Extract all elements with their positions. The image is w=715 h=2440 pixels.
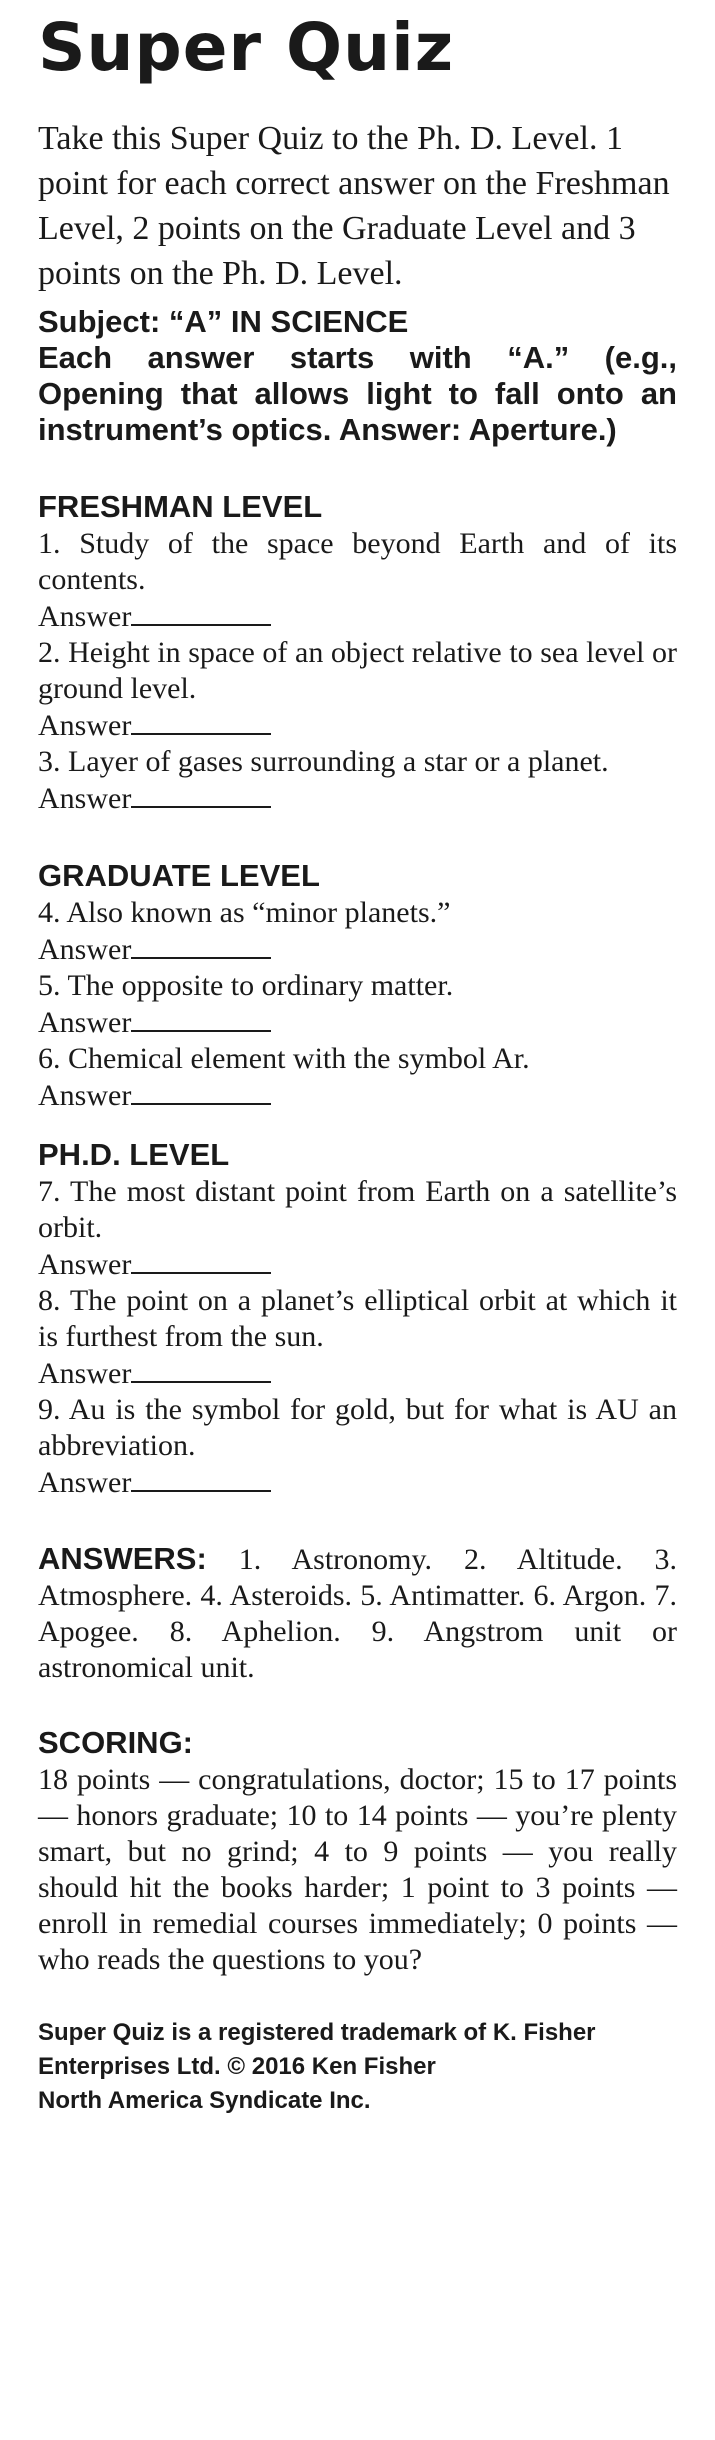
answer-blank[interactable] <box>131 598 271 626</box>
question-item <box>38 744 677 817</box>
syndicate-credit: North America Syndicate Inc. <box>38 2087 371 2114</box>
question-text: 1. Study of the space beyond Earth and of its contents. <box>38 527 677 596</box>
level-heading: PH.D. LEVEL <box>38 1137 230 1172</box>
quiz-subject: Subject: “A” IN SCIENCE <box>38 304 409 339</box>
scoring-heading: SCORING: <box>38 1725 193 1760</box>
answer-blank[interactable] <box>131 1355 271 1383</box>
question-item <box>38 1041 677 1114</box>
answer-blank[interactable] <box>131 1077 271 1105</box>
answer-line <box>38 780 677 817</box>
question-item <box>38 1283 677 1392</box>
answer-blank[interactable] <box>131 1004 271 1032</box>
quiz-instructions: Each answer starts with “A.” (e.g., Opening that allows light to fall onto an instrument’s optics. Answer: Aperture.) <box>38 340 677 447</box>
scoring-text: 18 points — congratulations, doctor; 15 to 17 points — honors graduate; 10 to 14 points — you’re plenty smart, but no grind; 4 to 9 points — you really should hit the books harder; 1 point to 3 points — enroll in remedial courses immediately; 0 points — who reads the questions to you? <box>38 1763 677 1976</box>
answer-line <box>38 1077 677 1114</box>
question-item <box>38 968 677 1041</box>
answers-label: ANSWERS: <box>38 1541 207 1576</box>
answer-line <box>38 1355 677 1392</box>
answer-blank[interactable] <box>131 707 271 735</box>
intro-paragraph: Take this Super Quiz to the Ph. D. Level. 1 point for each correct answer on the Freshman Level, 2 points on the Graduate Level and 3 points on the Ph. D. Level. <box>38 120 670 292</box>
copyright-footer <box>38 2016 677 2118</box>
answer-label: Answer <box>38 1357 132 1390</box>
question-text: 6. Chemical element with the symbol Ar. <box>38 1042 530 1075</box>
answer-blank[interactable] <box>131 1246 271 1274</box>
answers-text: 1. Astronomy. 2. Altitude. 3. Atmosphere. 4. Asteroids. 5. Antimatter. 6. Argon. 7. Apogee. 8. Aphelion. 9. Angstrom unit or astronomical unit. <box>38 1543 678 1684</box>
question-text: 8. The point on a planet’s elliptical orbit at which it is furthest from the sun. <box>38 1284 677 1353</box>
answer-line <box>38 1464 677 1501</box>
question-text: 2. Height in space of an object relative to sea level or ground level. <box>38 636 677 705</box>
freshman-level-section <box>38 488 677 817</box>
answer-label: Answer <box>38 1006 132 1039</box>
scoring-section <box>38 1724 677 1978</box>
question-item <box>38 1174 677 1283</box>
answers-paragraph <box>38 1541 677 1686</box>
question-text: 3. Layer of gases surrounding a star or a planet. <box>38 745 609 778</box>
answer-label: Answer <box>38 933 132 966</box>
answer-label: Answer <box>38 1248 132 1281</box>
answer-line <box>38 1004 677 1041</box>
answer-line <box>38 1246 677 1283</box>
answer-line <box>38 707 677 744</box>
question-text: 5. The opposite to ordinary matter. <box>38 969 454 1002</box>
answer-blank[interactable] <box>131 1464 271 1492</box>
answer-label: Answer <box>38 1466 132 1499</box>
question-text: 9. Au is the symbol for gold, but for what is AU an abbreviation. <box>38 1393 677 1462</box>
question-text: 7. The most distant point from Earth on a satellite’s orbit. <box>38 1175 677 1244</box>
answer-label: Answer <box>38 782 132 815</box>
level-heading: GRADUATE LEVEL <box>38 858 320 893</box>
graduate-level-section <box>38 857 677 1114</box>
answer-blank[interactable] <box>131 931 271 959</box>
level-heading: FRESHMAN LEVEL <box>38 489 323 524</box>
question-item <box>38 895 677 968</box>
question-item <box>38 526 677 635</box>
answer-label: Answer <box>38 600 132 633</box>
page-title: Super Quiz <box>38 9 455 86</box>
phd-level-section <box>38 1136 677 1501</box>
answer-line <box>38 931 677 968</box>
question-text: 4. Also known as “minor planets.” <box>38 896 451 929</box>
answer-blank[interactable] <box>131 780 271 808</box>
trademark-notice: Super Quiz is a registered trademark of K. Fisher Enterprises Ltd. © 2016 Ken Fisher <box>38 2019 596 2080</box>
question-item <box>38 1392 677 1501</box>
answer-line <box>38 598 677 635</box>
question-item <box>38 635 677 744</box>
answer-label: Answer <box>38 709 132 742</box>
answer-label: Answer <box>38 1079 132 1112</box>
